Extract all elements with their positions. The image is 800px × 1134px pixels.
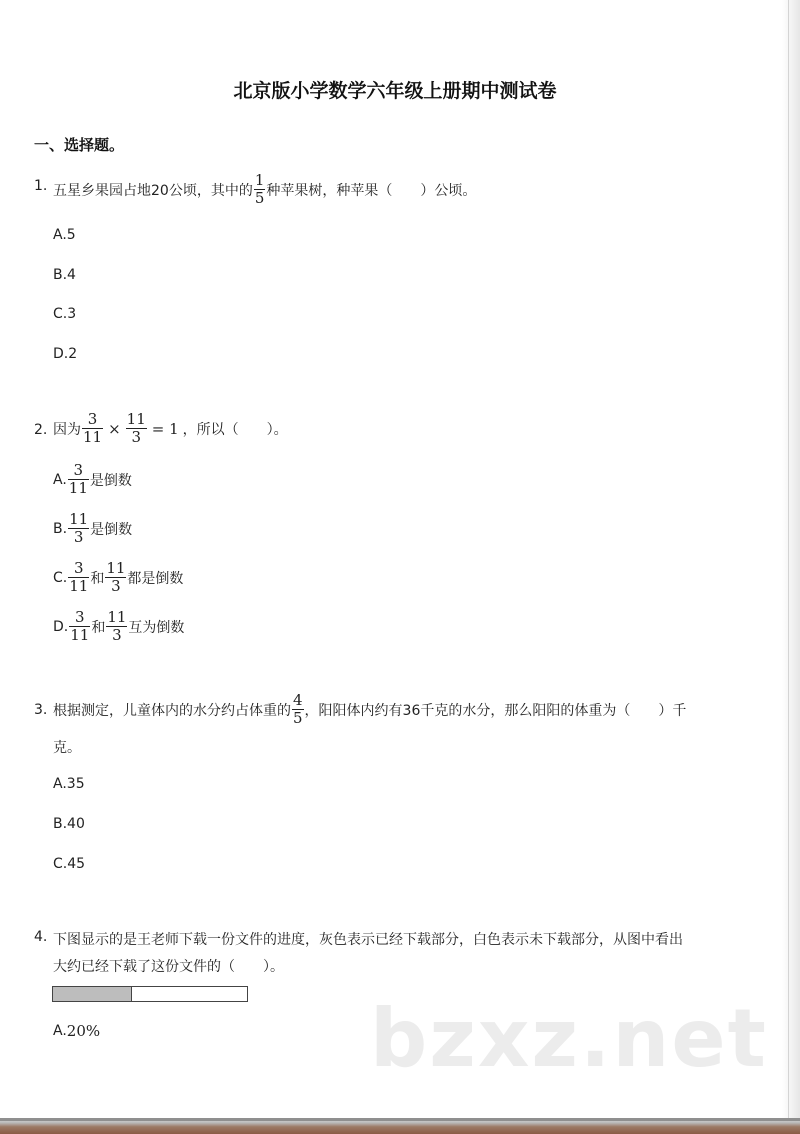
question-2-text <box>53 411 288 446</box>
question-1-text-before: 五星乡果园占地20公顷，其中的 <box>53 182 253 199</box>
option-fraction <box>68 511 89 546</box>
fraction-denominator: 5 <box>254 189 265 207</box>
question-3-text-line-2: 克。 <box>53 740 81 756</box>
question-3-option-a[interactable]: A.35 <box>53 776 85 792</box>
page-title: 北京版小学数学六年级上册期中测试卷 <box>233 80 557 102</box>
fraction-denominator: 3 <box>73 528 84 546</box>
fraction-numerator: 11 <box>107 608 127 626</box>
fraction-denominator: 11 <box>69 577 89 595</box>
question-3-fraction <box>292 692 304 727</box>
option-suffix: 都是倒数 <box>127 570 184 587</box>
question-3-number: 3. <box>34 702 48 718</box>
question-1-text <box>53 172 476 207</box>
fraction-denominator: 3 <box>131 428 141 446</box>
question-3-option-c[interactable]: C.45 <box>53 856 86 872</box>
fraction-denominator: 11 <box>68 479 88 497</box>
page-right-edge <box>782 0 800 1134</box>
question-4-text-line-2: 大约已经下载了这份文件的（ ）。 <box>53 959 284 975</box>
fraction-numerator: 11 <box>106 559 126 577</box>
question-2-number: 2. <box>34 422 48 438</box>
option-fraction <box>68 462 89 497</box>
option-prefix: A. <box>53 1023 67 1039</box>
option-fraction-2 <box>105 560 126 595</box>
question-3-text <box>53 692 686 727</box>
fraction-numerator: 3 <box>75 608 85 626</box>
question-2-text-before: 因为 <box>53 421 81 438</box>
fraction-denominator: 11 <box>70 626 90 644</box>
question-2-fraction-2 <box>126 411 147 446</box>
fraction-numerator: 3 <box>73 461 84 479</box>
fraction-numerator: 1 <box>254 171 265 189</box>
fraction-denominator: 3 <box>111 577 121 595</box>
question-1-option-a[interactable]: A.5 <box>53 227 76 243</box>
question-4-number: 4. <box>34 929 48 945</box>
fraction-denominator: 5 <box>293 709 303 727</box>
question-2-text-after: ，所以（ ）。 <box>182 421 288 438</box>
fraction-numerator: 11 <box>126 410 146 428</box>
question-1-number: 1. <box>34 178 48 194</box>
question-3-text-after: ，阳阳体内约有36千克的水分，那么阳阳的体重为（ ）千 <box>304 702 687 719</box>
times-sign: × <box>108 419 121 438</box>
question-4-text-line-1: 下图显示的是王老师下载一份文件的进度，灰色表示已经下载部分，白色表示未下载部分，从图中看出 <box>53 932 683 948</box>
fraction-numerator: 3 <box>87 410 98 428</box>
download-progress-bar <box>52 986 248 1002</box>
equation-equals: = 1 <box>151 419 179 438</box>
fraction-denominator: 11 <box>83 428 103 446</box>
page-bottom-edge <box>0 1118 800 1134</box>
question-1-option-d[interactable]: D.2 <box>53 346 78 362</box>
option-value: 20% <box>66 1022 101 1040</box>
question-2-option-d[interactable] <box>53 609 184 644</box>
option-prefix: C. <box>53 569 68 586</box>
question-1-option-c[interactable]: C.3 <box>53 306 77 322</box>
question-2-option-c[interactable] <box>53 560 183 595</box>
fraction-numerator: 3 <box>74 559 84 577</box>
question-1-fraction <box>254 172 266 207</box>
option-prefix: A. <box>53 471 67 488</box>
option-fraction-1 <box>68 560 89 595</box>
question-2-option-a[interactable] <box>53 462 132 497</box>
question-3-option-b[interactable]: B.40 <box>53 816 85 832</box>
question-1-text-after: 种苹果树，种苹果（ ）公顷。 <box>266 182 477 199</box>
option-suffix: 互为倒数 <box>128 619 185 636</box>
option-fraction-2 <box>106 609 127 644</box>
option-connector: 和 <box>91 619 106 636</box>
fraction-numerator: 4 <box>293 691 303 709</box>
download-progress-fill <box>53 987 132 1001</box>
option-suffix: 是倒数 <box>90 521 133 538</box>
fraction-numerator: 11 <box>69 510 89 528</box>
fraction-denominator: 3 <box>112 626 122 644</box>
section-heading: 一、选择题。 <box>34 136 125 154</box>
question-1-option-b[interactable]: B.4 <box>53 267 76 283</box>
question-4-option-a[interactable] <box>53 1022 100 1040</box>
option-fraction-1 <box>69 609 90 644</box>
option-prefix: B. <box>53 520 68 537</box>
question-2-fraction-1 <box>82 411 103 446</box>
option-prefix: D. <box>53 618 69 635</box>
watermark-text: bzxz.net <box>370 992 768 1085</box>
option-connector: 和 <box>90 570 105 587</box>
option-suffix: 是倒数 <box>89 472 132 489</box>
question-3-text-before: 根据测定，儿童体内的水分约占体重的 <box>53 702 291 719</box>
question-2-option-b[interactable] <box>53 511 132 546</box>
